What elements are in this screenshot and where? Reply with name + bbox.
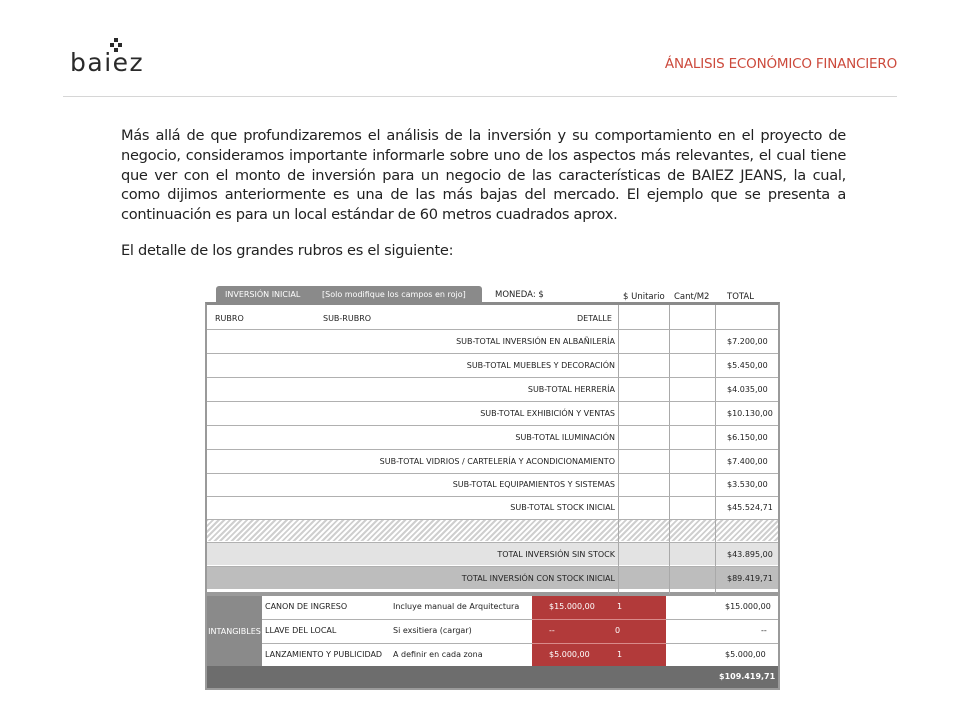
subtotal-value: $3.530,00	[727, 480, 768, 489]
subtotal-value: $7.400,00	[727, 457, 768, 466]
currency-label: MONEDA: $	[495, 290, 544, 300]
tab-note: [Solo modifique los campos en rojo]	[322, 290, 466, 299]
subtotal-label: SUB-TOTAL STOCK INICIAL	[510, 503, 615, 512]
col-header-total: TOTAL	[727, 292, 754, 302]
grid-line	[207, 519, 778, 520]
grid-line	[207, 566, 778, 567]
subtotal-value: $6.150,00	[727, 433, 768, 442]
header-subrubro: SUB-RUBRO	[323, 314, 372, 323]
table-tab	[216, 286, 482, 303]
grid-line	[207, 473, 778, 474]
grand-total-bar	[207, 666, 778, 688]
header-detalle: DETALLE	[577, 314, 612, 323]
grid-line	[207, 449, 778, 450]
subtotal-label: SUB-TOTAL VIDRIOS / CARTELERÍA Y ACONDICIONAMIENTO	[379, 457, 615, 466]
total-con-stock-value: $89.419,71	[727, 574, 773, 583]
grid-line	[207, 425, 778, 426]
subtotal-value: $4.035,00	[727, 385, 768, 394]
detail-lead-in: El detalle de los grandes rubros es el siguiente:	[121, 242, 454, 259]
intangible-name: LANZAMIENTO Y PUBLICIDAD	[265, 650, 383, 659]
grid-line	[666, 643, 778, 644]
header-divider	[63, 96, 897, 97]
intangible-unit-input[interactable]: $5.000,00	[549, 650, 590, 659]
col-header-unitario: $ Unitario	[623, 292, 665, 302]
intangible-name: LLAVE DEL LOCAL	[265, 626, 337, 635]
logo-text: baiez	[70, 48, 145, 77]
subtotal-value: $45.524,71	[727, 503, 773, 512]
tab-title: INVERSIÓN INICIAL	[225, 290, 301, 299]
grid-line	[262, 619, 532, 620]
intangible-total: --	[761, 626, 767, 635]
grid-line	[207, 401, 778, 402]
subtotal-label: SUB-TOTAL INVERSIÓN EN ALBAÑILERÍA	[456, 337, 615, 346]
total-sin-stock-band	[207, 542, 778, 565]
total-sin-stock-value: $43.895,00	[727, 550, 773, 559]
grand-total-value: $109.419,71	[719, 672, 776, 681]
subtotal-label: SUB-TOTAL EQUIPAMIENTOS Y SISTEMAS	[452, 480, 615, 489]
intangible-qty-input[interactable]: 1	[617, 602, 623, 611]
subtotal-value: $5.450,00	[727, 361, 768, 370]
header-rubro: RUBRO	[215, 314, 244, 323]
intangible-total: $15.000,00	[725, 602, 771, 611]
total-sin-stock-label: TOTAL INVERSIÓN SIN STOCK	[497, 550, 615, 559]
grid-line	[207, 329, 778, 330]
intangibles-label: INTANGIBLES	[207, 596, 262, 667]
col-header-cant: Cant/M2	[674, 292, 710, 302]
intangible-detail: A definir en cada zona	[393, 650, 483, 659]
subtotal-label: SUB-TOTAL ILUMINACIÓN	[515, 433, 615, 442]
grid-line	[207, 542, 778, 543]
intangible-detail: Si exsitiera (cargar)	[393, 626, 472, 635]
baiez-logo	[70, 38, 150, 78]
grid-line	[532, 643, 666, 644]
intangible-total: $5.000,00	[725, 650, 766, 659]
intangible-name: CANON DE INGRESO	[265, 602, 348, 611]
intangible-detail: Incluye manual de Arquitectura	[393, 602, 520, 611]
document-title: ÁNALISIS ECONÓMICO FINANCIERO	[664, 56, 897, 72]
hatched-separator	[207, 519, 778, 541]
total-con-stock-label: TOTAL INVERSIÓN CON STOCK INICIAL	[461, 574, 615, 583]
grid-line	[207, 353, 778, 354]
intangible-unit-input[interactable]: --	[549, 626, 555, 635]
investment-table	[205, 286, 780, 691]
grid-line	[262, 643, 532, 644]
subtotal-value: $10.130,00	[727, 409, 773, 418]
grid-line	[666, 619, 778, 620]
subtotal-label: SUB-TOTAL MUEBLES Y DECORACIÓN	[466, 361, 615, 370]
grid-line	[532, 619, 666, 620]
intangible-qty-input[interactable]: 0	[615, 626, 621, 635]
subtotal-label: SUB-TOTAL HERRERÍA	[527, 385, 615, 394]
subtotal-value: $7.200,00	[727, 337, 768, 346]
intro-paragraph: Más allá de que profundizaremos el análisis de la inversión y su comportamiento en el proyecto de negocio, consideramos importante informarle sobre uno de los aspectos más relevantes, el cual tiene que ver con el monto de inversión para un negocio de las características de BAIEZ JEANS, la cual, como dijimos anteriormente es una de las más bajas del mercado. El ejemplo que se presenta a continuación es para un local estándar de 60 metros cuadrados aprox.	[121, 127, 846, 224]
subtotal-label: SUB-TOTAL EXHIBICIÓN Y VENTAS	[480, 409, 615, 418]
intangible-qty-input[interactable]: 1	[617, 650, 623, 659]
intangible-unit-input[interactable]: $15.000,00	[549, 602, 595, 611]
grid-line	[207, 377, 778, 378]
grid-line	[207, 496, 778, 497]
